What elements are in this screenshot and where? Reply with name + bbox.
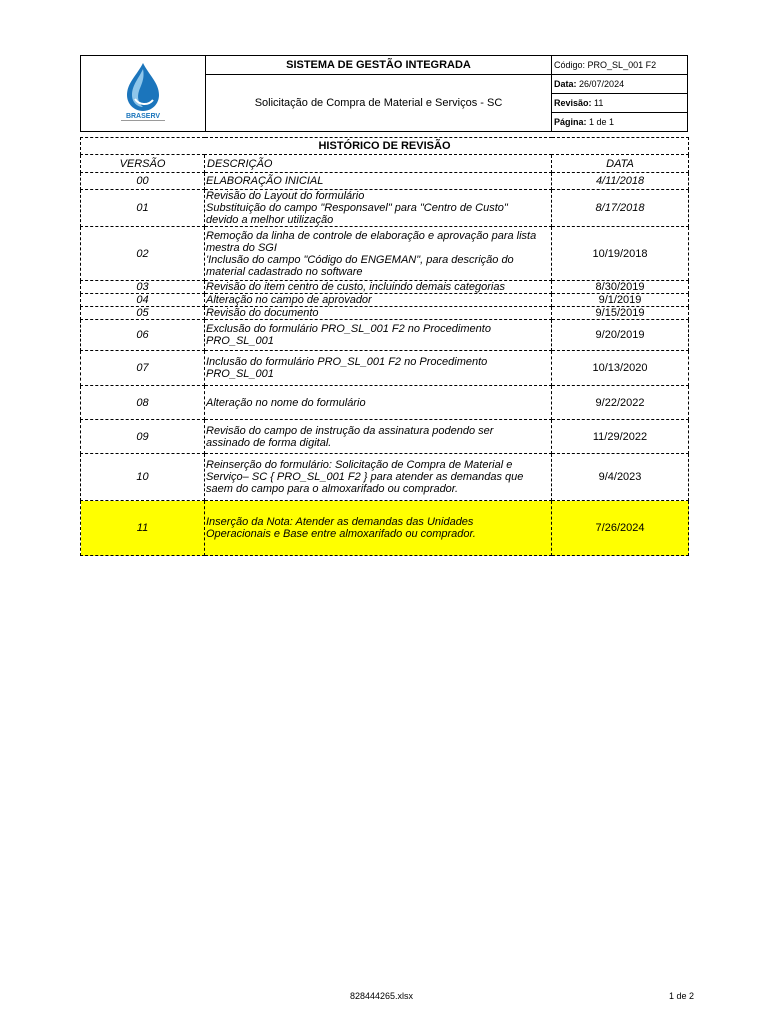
row-data: 9/22/2022 <box>552 386 689 420</box>
revision-history-title: HISTÓRICO DE REVISÃO <box>81 138 689 155</box>
row-descricao-line: Exclusão do formulário PRO_SL_001 F2 no Procedimento <box>206 323 491 335</box>
row-descricao <box>205 420 552 454</box>
row-versao: 00 <box>81 173 205 190</box>
row-descricao <box>205 294 552 307</box>
row-descricao <box>205 281 552 294</box>
row-data: 8/30/2019 <box>552 281 689 294</box>
table-row <box>81 454 689 501</box>
row-descricao <box>205 454 552 501</box>
row-data: 11/29/2022 <box>552 420 689 454</box>
table-title-row <box>81 138 689 155</box>
row-descricao-line: mestra do SGI <box>206 241 277 254</box>
row-descricao <box>205 227 552 281</box>
codigo-field <box>552 56 687 75</box>
column-header-descricao: DESCRIÇÃO <box>205 155 552 173</box>
revisao-label: Revisão: <box>554 98 592 108</box>
row-descricao-line: Alteração no campo de aprovador <box>206 294 372 306</box>
row-data: 10/13/2020 <box>552 351 689 386</box>
row-descricao-line: ELABORAÇÃO INICIAL <box>206 175 324 187</box>
logo-wordmark: BRASERV <box>125 113 161 120</box>
row-descricao <box>205 501 552 556</box>
table-row <box>81 320 689 351</box>
document-header <box>80 55 688 132</box>
row-versao: 03 <box>81 281 205 294</box>
row-descricao-line: devido a melhor utilização <box>206 214 334 226</box>
row-descricao-line: saem do campo para o almoxarifado ou comprador. <box>206 483 459 495</box>
pagina-field <box>552 113 687 132</box>
pagina-value: 1 de 1 <box>589 117 615 127</box>
row-descricao-line: Serviço– SC { PRO_SL_001 F2 } para atender as demandas que <box>206 471 524 483</box>
row-descricao-line: Revisão do item centro de custo, incluindo demais categorias <box>206 281 505 293</box>
row-descricao <box>205 190 552 227</box>
pagina-label: Página: <box>554 117 587 127</box>
row-descricao <box>205 386 552 420</box>
row-descricao <box>205 320 552 351</box>
row-versao: 01 <box>81 190 205 227</box>
row-descricao-line: Revisão do documento <box>206 307 319 319</box>
row-descricao-line: assinado de forma digital. <box>206 436 332 449</box>
table-row <box>81 281 689 294</box>
data-field <box>552 75 687 94</box>
column-header-data: DATA <box>552 155 689 173</box>
row-descricao-line: Alteração no nome do formulário <box>206 396 366 409</box>
data-value: 26/07/2024 <box>579 79 625 89</box>
row-versao: 05 <box>81 307 205 320</box>
codigo-value: PRO_SL_001 F2 <box>587 60 657 70</box>
row-data: 10/19/2018 <box>552 227 689 281</box>
column-header-versao: VERSÃO <box>81 155 205 173</box>
row-descricao-line: PRO_SL_001 <box>206 368 274 380</box>
row-versao: 09 <box>81 420 205 454</box>
row-versao: 10 <box>81 454 205 501</box>
row-data: 9/20/2019 <box>552 320 689 351</box>
table-row <box>81 227 689 281</box>
row-descricao-line: Inserção da Nota: Atender as demandas das Unidades <box>206 516 474 528</box>
row-versao: 07 <box>81 351 205 386</box>
row-versao: 02 <box>81 227 205 281</box>
row-data: 9/1/2019 <box>552 294 689 307</box>
row-descricao-line: 'Inclusão do campo "Código do ENGEMAN", para descrição do <box>206 253 514 266</box>
row-versao: 08 <box>81 386 205 420</box>
row-data: 9/4/2023 <box>552 454 689 501</box>
row-data: 7/26/2024 <box>552 501 689 556</box>
table-row <box>81 173 689 190</box>
row-descricao <box>205 307 552 320</box>
row-descricao <box>205 351 552 386</box>
footer-page-number: 1 de 2 <box>669 991 695 1001</box>
column-header-row <box>81 155 689 173</box>
form-title: Solicitação de Compra de Material e Serviços - SC <box>206 75 552 131</box>
table-row <box>81 294 689 307</box>
row-descricao-line: Revisão do Layout do formulário <box>206 190 365 202</box>
row-versao: 11 <box>81 501 205 556</box>
row-versao: 04 <box>81 294 205 307</box>
row-descricao-line: Operacionais e Base entre almoxarifado ou comprador. <box>206 528 476 540</box>
table-row <box>81 501 689 556</box>
revisao-value: 11 <box>594 98 604 108</box>
codigo-label: Código: <box>554 60 586 70</box>
row-data: 4/11/2018 <box>552 173 689 190</box>
row-descricao-line: Inclusão do formulário PRO_SL_001 F2 no Procedimento <box>206 356 488 368</box>
table-row <box>81 420 689 454</box>
revision-history-table <box>80 137 689 556</box>
table-row <box>81 386 689 420</box>
table-row <box>81 190 689 227</box>
table-row <box>81 351 689 386</box>
row-descricao-line: Remoção da linha de controle de elaboração e aprovação para lista <box>206 229 537 242</box>
table-row <box>81 307 689 320</box>
revisao-field <box>552 94 687 113</box>
data-label: Data: <box>554 79 577 89</box>
row-descricao-line: PRO_SL_001 <box>206 335 274 347</box>
row-descricao-line: Reinserção do formulário: Solicitação de Compra de Material e <box>206 459 513 471</box>
system-title: SISTEMA DE GESTÃO INTEGRADA <box>206 56 552 75</box>
row-descricao-line: material cadastrado no software <box>206 265 363 278</box>
company-logo <box>81 56 206 131</box>
row-data: 9/15/2019 <box>552 307 689 320</box>
footer-filename: 828444265.xlsx <box>350 991 414 1001</box>
water-drop-logo-icon <box>115 61 171 123</box>
row-data: 8/17/2018 <box>552 190 689 227</box>
row-descricao-line: Substituição do campo "Responsavel" para "Centro de Custo" <box>206 202 508 214</box>
row-descricao <box>205 173 552 190</box>
row-versao: 06 <box>81 320 205 351</box>
row-descricao-line: Revisão do campo de instrução da assinatura podendo ser <box>206 424 494 437</box>
